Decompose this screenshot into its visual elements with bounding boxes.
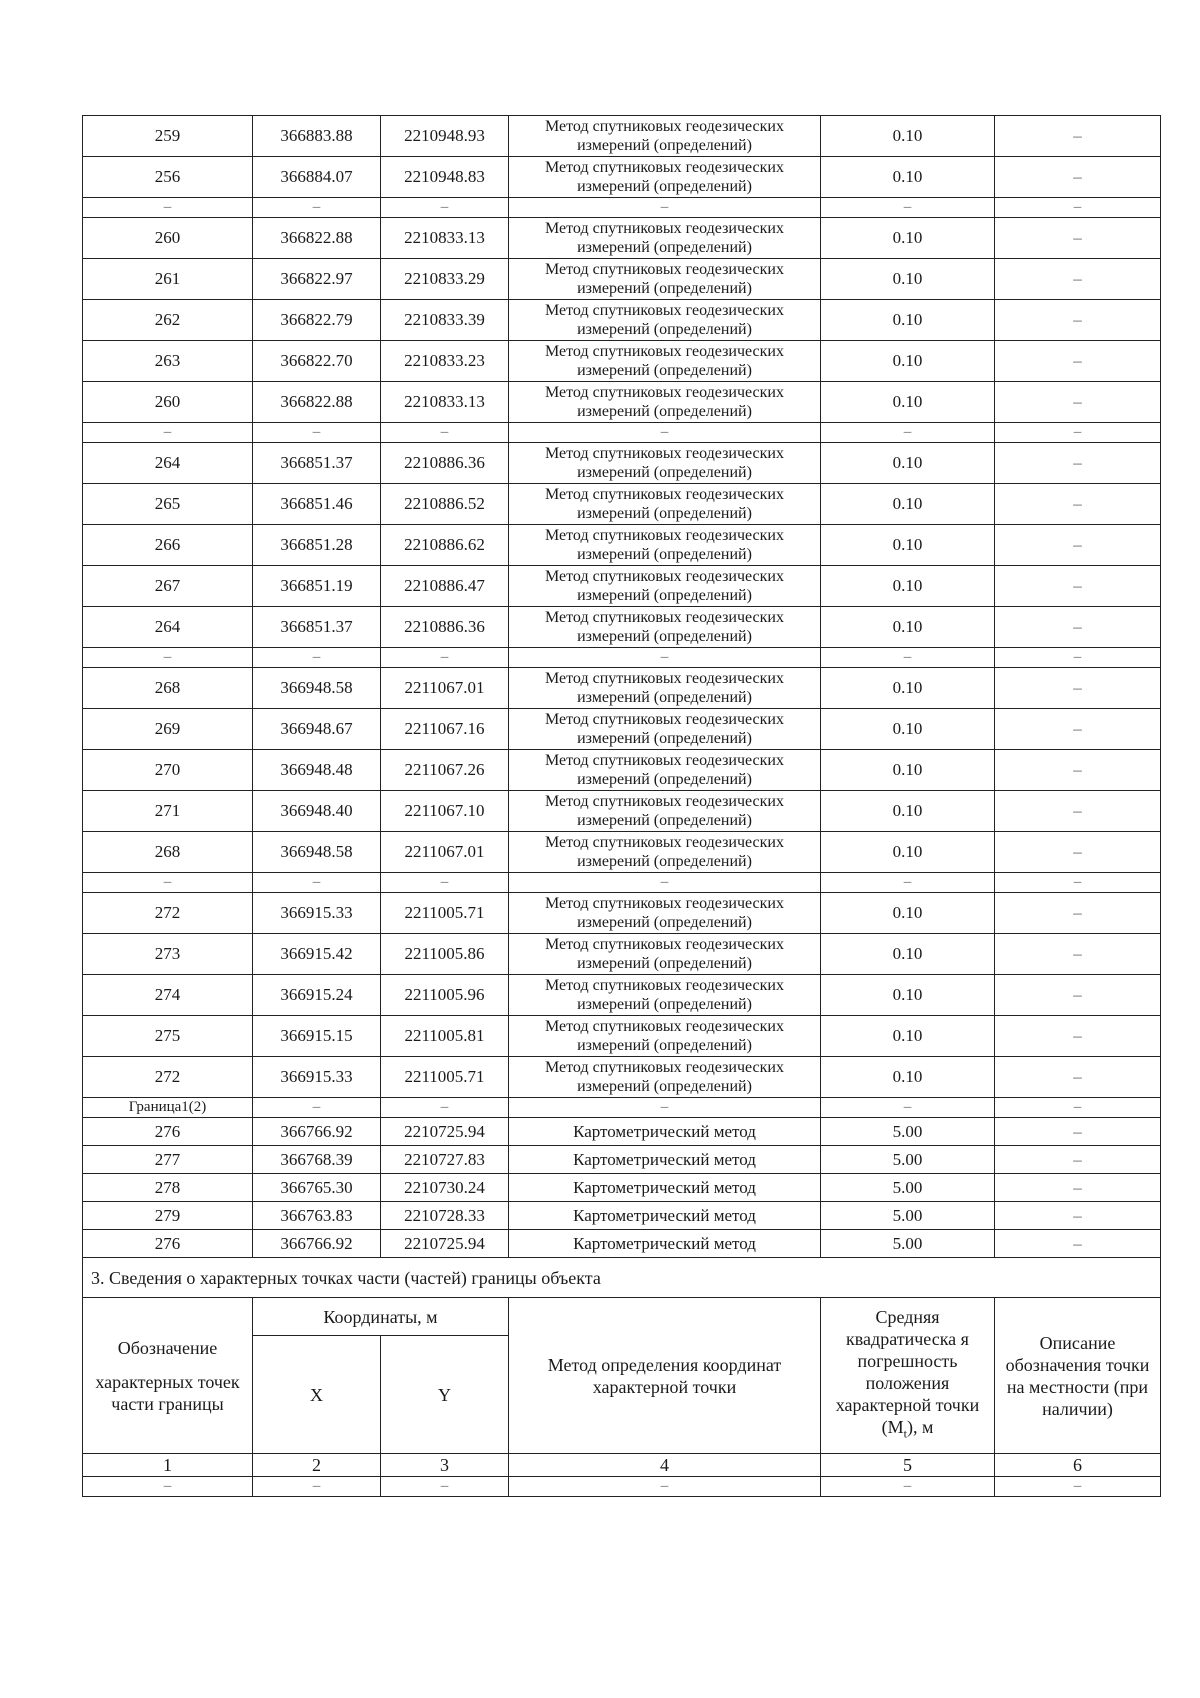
description-cell: – [995, 218, 1161, 259]
method-cell: Метод спутниковых геодезических измерений (определений) [509, 259, 821, 300]
y-coordinate-cell: 2210833.13 [381, 382, 509, 423]
point-id-cell: – [83, 423, 253, 443]
method-cell: Метод спутниковых геодезических измерений (определений) [509, 341, 821, 382]
x-coordinate-cell: 366822.88 [253, 218, 381, 259]
error-cell: 5.00 [821, 1230, 995, 1258]
designation-header-line2: характерных точек части границы [95, 1371, 240, 1414]
description-cell: – [995, 975, 1161, 1016]
description-header: Описание обозначения точки на местности (при наличии) [995, 1298, 1161, 1454]
x-coordinate-cell: 366948.40 [253, 791, 381, 832]
y-coordinate-cell: – [381, 873, 509, 893]
table-row [83, 341, 1161, 382]
error-cell: 0.10 [821, 341, 995, 382]
table-row [83, 300, 1161, 341]
column-number: 2 [253, 1454, 381, 1477]
table-row [83, 218, 1161, 259]
description-cell: – [995, 484, 1161, 525]
error-header-sub: t [903, 1426, 907, 1441]
error-cell: 0.10 [821, 668, 995, 709]
error-cell: 0.10 [821, 566, 995, 607]
method-cell: Картометрический метод [509, 1146, 821, 1174]
description-cell: – [995, 198, 1161, 218]
empty-cell: – [83, 1477, 253, 1497]
x-coordinate-cell: 366948.58 [253, 832, 381, 873]
y-coordinate-cell: 2210886.62 [381, 525, 509, 566]
description-cell: – [995, 157, 1161, 198]
y-coordinate-cell: – [381, 1098, 509, 1118]
description-cell: – [995, 791, 1161, 832]
x-coordinate-cell: 366948.67 [253, 709, 381, 750]
x-coordinate-cell: – [253, 1098, 381, 1118]
description-cell: – [995, 423, 1161, 443]
point-id-cell: 268 [83, 832, 253, 873]
y-coordinate-cell: 2211067.01 [381, 832, 509, 873]
point-id-cell: 272 [83, 1057, 253, 1098]
y-coordinate-cell: – [381, 648, 509, 668]
method-cell: – [509, 648, 821, 668]
method-cell: Метод спутниковых геодезических измерений (определений) [509, 566, 821, 607]
empty-row [83, 1477, 1161, 1497]
error-cell: 0.10 [821, 975, 995, 1016]
x-coordinate-cell: 366915.15 [253, 1016, 381, 1057]
point-id-cell: 264 [83, 607, 253, 648]
x-coordinate-cell: 366915.33 [253, 893, 381, 934]
y-coordinate-cell: 2210730.24 [381, 1174, 509, 1202]
method-cell: Метод спутниковых геодезических измерений (определений) [509, 934, 821, 975]
column-number: 6 [995, 1454, 1161, 1477]
error-cell: 0.10 [821, 893, 995, 934]
error-header-text: Средняя квадратическа я погрешность положения характерной точки (M [835, 1307, 980, 1438]
error-cell: 5.00 [821, 1146, 995, 1174]
error-cell: 0.10 [821, 157, 995, 198]
separator-row [83, 648, 1161, 668]
point-id-cell: 268 [83, 668, 253, 709]
point-id-cell: – [83, 873, 253, 893]
description-cell: – [995, 116, 1161, 157]
method-cell: Метод спутниковых геодезических измерений (определений) [509, 157, 821, 198]
point-id-cell: 278 [83, 1174, 253, 1202]
error-cell: 0.10 [821, 1057, 995, 1098]
description-cell: – [995, 1098, 1161, 1118]
table-row [83, 1202, 1161, 1230]
description-cell: – [995, 1146, 1161, 1174]
point-id-cell: 262 [83, 300, 253, 341]
error-cell: – [821, 873, 995, 893]
method-cell: – [509, 873, 821, 893]
table-row [83, 1057, 1161, 1098]
table-row [83, 709, 1161, 750]
x-coordinate-cell: 366851.28 [253, 525, 381, 566]
method-cell: Метод спутниковых геодезических измерений (определений) [509, 791, 821, 832]
description-cell: – [995, 341, 1161, 382]
error-header-unit: ), м [906, 1417, 934, 1438]
error-cell: 0.10 [821, 300, 995, 341]
point-id-cell: 275 [83, 1016, 253, 1057]
empty-cell: – [821, 1477, 995, 1497]
error-cell: 0.10 [821, 525, 995, 566]
point-id-cell: 260 [83, 382, 253, 423]
empty-cell: – [509, 1477, 821, 1497]
point-id-cell: 273 [83, 934, 253, 975]
description-cell: – [995, 750, 1161, 791]
x-coordinate-cell: 366851.19 [253, 566, 381, 607]
error-cell: – [821, 198, 995, 218]
table-row [83, 484, 1161, 525]
designation-header-line1: Обозначение [117, 1337, 218, 1358]
error-cell: 5.00 [821, 1202, 995, 1230]
y-coordinate-cell: 2210833.39 [381, 300, 509, 341]
error-cell: 0.10 [821, 934, 995, 975]
description-cell: – [995, 259, 1161, 300]
x-coordinate-cell: 366822.88 [253, 382, 381, 423]
description-cell: – [995, 1057, 1161, 1098]
method-cell: Метод спутниковых геодезических измерений (определений) [509, 116, 821, 157]
method-cell: – [509, 1098, 821, 1118]
description-cell: – [995, 1202, 1161, 1230]
method-cell: Метод спутниковых геодезических измерений (определений) [509, 484, 821, 525]
y-coordinate-cell: 2211067.10 [381, 791, 509, 832]
table-row [83, 1118, 1161, 1146]
error-cell: 0.10 [821, 709, 995, 750]
table-row [83, 1174, 1161, 1202]
y-coordinate-cell: 2210727.83 [381, 1146, 509, 1174]
method-header: Метод определения координат характерной точки [509, 1298, 821, 1454]
y-coordinate-cell: 2211005.71 [381, 893, 509, 934]
error-cell: – [821, 648, 995, 668]
designation-header [83, 1298, 253, 1454]
table-row [83, 116, 1161, 157]
error-cell: 0.10 [821, 443, 995, 484]
y-coordinate-cell: 2210948.83 [381, 157, 509, 198]
description-cell: – [995, 566, 1161, 607]
table-row [83, 934, 1161, 975]
y-header: Y [381, 1336, 509, 1454]
description-cell: – [995, 1230, 1161, 1258]
point-id-cell: 272 [83, 893, 253, 934]
x-coordinate-cell: 366766.92 [253, 1118, 381, 1146]
x-coordinate-cell: 366948.58 [253, 668, 381, 709]
point-id-cell: 269 [83, 709, 253, 750]
x-coordinate-cell: 366884.07 [253, 157, 381, 198]
point-id-cell: 274 [83, 975, 253, 1016]
column-number: 3 [381, 1454, 509, 1477]
y-coordinate-cell: – [381, 423, 509, 443]
column-number: 5 [821, 1454, 995, 1477]
y-coordinate-cell: 2210948.93 [381, 116, 509, 157]
point-id-cell: 277 [83, 1146, 253, 1174]
method-cell: Картометрический метод [509, 1230, 821, 1258]
description-cell: – [995, 382, 1161, 423]
coordinates-table [82, 115, 1161, 1497]
description-cell: – [995, 443, 1161, 484]
error-cell: 0.10 [821, 1016, 995, 1057]
error-cell: 5.00 [821, 1118, 995, 1146]
method-cell: Метод спутниковых геодезических измерений (определений) [509, 1016, 821, 1057]
description-cell: – [995, 525, 1161, 566]
empty-cell: – [253, 1477, 381, 1497]
separator-row [83, 198, 1161, 218]
y-coordinate-cell: 2210725.94 [381, 1230, 509, 1258]
x-coordinate-cell: 366822.79 [253, 300, 381, 341]
point-id-cell: 256 [83, 157, 253, 198]
error-header [821, 1298, 995, 1454]
method-cell: Метод спутниковых геодезических измерений (определений) [509, 443, 821, 484]
x-coordinate-cell: 366948.48 [253, 750, 381, 791]
description-cell: – [995, 648, 1161, 668]
table-row [83, 1016, 1161, 1057]
x-coordinate-cell: 366915.42 [253, 934, 381, 975]
method-cell: Картометрический метод [509, 1174, 821, 1202]
table-row [83, 525, 1161, 566]
point-id-cell: 276 [83, 1118, 253, 1146]
column-number: 4 [509, 1454, 821, 1477]
error-cell: 0.10 [821, 484, 995, 525]
table-row [83, 382, 1161, 423]
separator-row [83, 873, 1161, 893]
error-cell: – [821, 423, 995, 443]
y-coordinate-cell: 2211067.26 [381, 750, 509, 791]
x-coordinate-cell: 366851.37 [253, 443, 381, 484]
method-cell: Метод спутниковых геодезических измерений (определений) [509, 382, 821, 423]
empty-cell: – [995, 1477, 1161, 1497]
point-id-cell: 266 [83, 525, 253, 566]
point-id-cell: 261 [83, 259, 253, 300]
point-id-cell: Граница1(2) [83, 1098, 253, 1118]
y-coordinate-cell: 2211005.71 [381, 1057, 509, 1098]
error-cell: – [821, 1098, 995, 1118]
method-cell: Метод спутниковых геодезических измерений (определений) [509, 975, 821, 1016]
point-id-cell: 263 [83, 341, 253, 382]
point-id-cell: 264 [83, 443, 253, 484]
method-cell: Метод спутниковых геодезических измерений (определений) [509, 750, 821, 791]
x-coordinate-cell: 366768.39 [253, 1146, 381, 1174]
x-coordinate-cell: – [253, 198, 381, 218]
point-id-cell: 271 [83, 791, 253, 832]
method-cell: Картометрический метод [509, 1202, 821, 1230]
point-id-cell: 267 [83, 566, 253, 607]
error-cell: 0.10 [821, 607, 995, 648]
y-coordinate-cell: 2210728.33 [381, 1202, 509, 1230]
column-number: 1 [83, 1454, 253, 1477]
point-id-cell: 265 [83, 484, 253, 525]
description-cell: – [995, 1118, 1161, 1146]
point-id-cell: 276 [83, 1230, 253, 1258]
method-cell: Метод спутниковых геодезических измерений (определений) [509, 832, 821, 873]
table-row [83, 1146, 1161, 1174]
table-row [83, 975, 1161, 1016]
description-cell: – [995, 934, 1161, 975]
separator-row [83, 423, 1161, 443]
empty-cell: – [381, 1477, 509, 1497]
point-id-cell: 279 [83, 1202, 253, 1230]
y-coordinate-cell: 2211005.96 [381, 975, 509, 1016]
error-cell: 5.00 [821, 1174, 995, 1202]
coords-header: Координаты, м [253, 1298, 509, 1336]
x-coordinate-cell: – [253, 423, 381, 443]
method-cell: Метод спутниковых геодезических измерений (определений) [509, 300, 821, 341]
description-cell: – [995, 709, 1161, 750]
y-coordinate-cell: 2211005.81 [381, 1016, 509, 1057]
table-row [83, 750, 1161, 791]
table-row [83, 893, 1161, 934]
column-numbers-row [83, 1454, 1161, 1477]
x-coordinate-cell: 366883.88 [253, 116, 381, 157]
x-coordinate-cell: 366763.83 [253, 1202, 381, 1230]
table-row [83, 157, 1161, 198]
error-cell: 0.10 [821, 382, 995, 423]
y-coordinate-cell: 2210886.36 [381, 443, 509, 484]
y-coordinate-cell: 2210886.47 [381, 566, 509, 607]
description-cell: – [995, 1016, 1161, 1057]
point-id-cell: – [83, 648, 253, 668]
description-cell: – [995, 668, 1161, 709]
table-row [83, 259, 1161, 300]
y-coordinate-cell: 2210833.13 [381, 218, 509, 259]
point-id-cell: 259 [83, 116, 253, 157]
description-cell: – [995, 300, 1161, 341]
y-coordinate-cell: 2211005.86 [381, 934, 509, 975]
method-cell: Метод спутниковых геодезических измерений (определений) [509, 218, 821, 259]
y-coordinate-cell: – [381, 198, 509, 218]
table-row [83, 607, 1161, 648]
x-coordinate-cell: 366851.37 [253, 607, 381, 648]
method-cell: Метод спутниковых геодезических измерений (определений) [509, 668, 821, 709]
point-id-cell: 260 [83, 218, 253, 259]
y-coordinate-cell: 2210833.23 [381, 341, 509, 382]
description-cell: – [995, 832, 1161, 873]
y-coordinate-cell: 2210886.52 [381, 484, 509, 525]
table-row [83, 668, 1161, 709]
x-coordinate-cell: 366915.24 [253, 975, 381, 1016]
table-row [83, 791, 1161, 832]
y-coordinate-cell: 2211067.01 [381, 668, 509, 709]
table-row [83, 443, 1161, 484]
point-id-cell: 270 [83, 750, 253, 791]
method-cell: Картометрический метод [509, 1118, 821, 1146]
x-coordinate-cell: 366915.33 [253, 1057, 381, 1098]
x-coordinate-cell: 366822.97 [253, 259, 381, 300]
points-rows [83, 116, 1161, 1258]
point-id-cell: – [83, 198, 253, 218]
table-row [83, 832, 1161, 873]
x-coordinate-cell: – [253, 873, 381, 893]
section-3-title: 3. Сведения о характерных точках части (частей) границы объекта [83, 1258, 1161, 1298]
description-cell: – [995, 607, 1161, 648]
error-cell: 0.10 [821, 791, 995, 832]
x-coordinate-cell: 366765.30 [253, 1174, 381, 1202]
x-coordinate-cell: 366851.46 [253, 484, 381, 525]
method-cell: Метод спутниковых геодезических измерений (определений) [509, 1057, 821, 1098]
x-header: X [253, 1336, 381, 1454]
description-cell: – [995, 1174, 1161, 1202]
table-row [83, 1230, 1161, 1258]
x-coordinate-cell: – [253, 648, 381, 668]
error-cell: 0.10 [821, 259, 995, 300]
y-coordinate-cell: 2211067.16 [381, 709, 509, 750]
method-cell: – [509, 423, 821, 443]
error-cell: 0.10 [821, 116, 995, 157]
method-cell: – [509, 198, 821, 218]
method-cell: Метод спутниковых геодезических измерений (определений) [509, 607, 821, 648]
document-page [82, 115, 1160, 1497]
method-cell: Метод спутниковых геодезических измерений (определений) [509, 709, 821, 750]
y-coordinate-cell: 2210886.36 [381, 607, 509, 648]
method-cell: Метод спутниковых геодезических измерений (определений) [509, 525, 821, 566]
error-cell: 0.10 [821, 832, 995, 873]
y-coordinate-cell: 2210725.94 [381, 1118, 509, 1146]
error-cell: 0.10 [821, 218, 995, 259]
table-row [83, 566, 1161, 607]
y-coordinate-cell: 2210833.29 [381, 259, 509, 300]
separator-row [83, 1098, 1161, 1118]
method-cell: Метод спутниковых геодезических измерений (определений) [509, 893, 821, 934]
x-coordinate-cell: 366766.92 [253, 1230, 381, 1258]
section-3 [83, 1258, 1161, 1497]
x-coordinate-cell: 366822.70 [253, 341, 381, 382]
description-cell: – [995, 873, 1161, 893]
error-cell: 0.10 [821, 750, 995, 791]
description-cell: – [995, 893, 1161, 934]
